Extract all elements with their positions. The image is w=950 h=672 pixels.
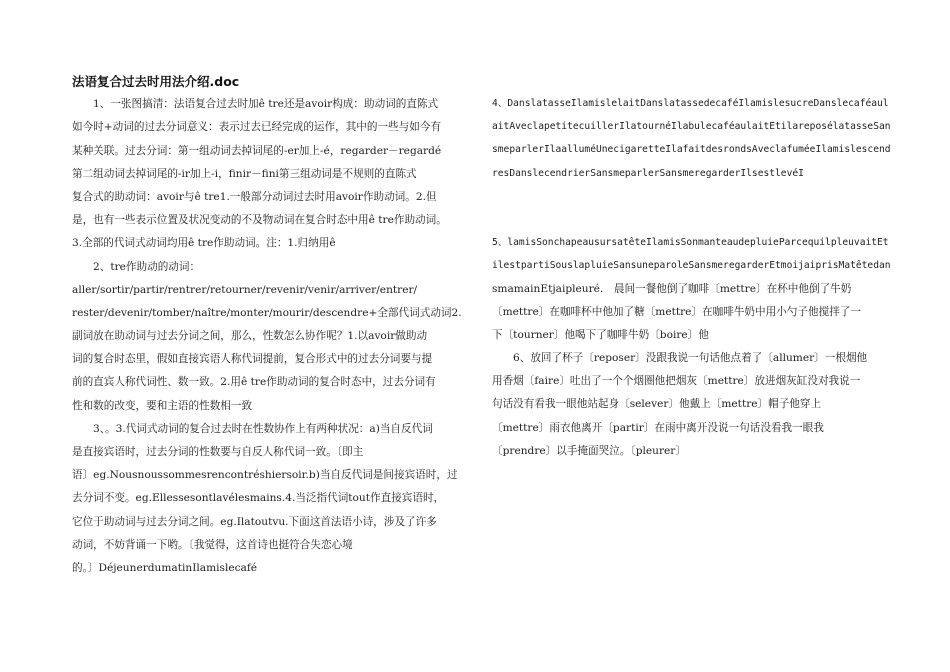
translation-line: 下〔tourner〕他喝下了咖啡牛奶〔boire〕他 (492, 328, 709, 341)
poem-line: 5、lamisSonchapeausursatêteIlamisSonmanteaudepluieParcequilpleuvaitEt (492, 237, 889, 249)
paragraph-line: 第二组动词去掉词尾的-ir加上-i，finir－fini第三组动词是不规则的直陈式 (72, 167, 417, 180)
translation-line: 6、放回了杯子〔reposer〕没跟我说一句话他点着了〔allumer〕一根烟他 (513, 352, 868, 365)
paragraph-line: 3.全部的代词式动词均用ê tre作助动词。注：1.归纳用ê (72, 237, 336, 250)
paragraph-line: 的。〕DéjeunerdumatinIlamislecafé (72, 561, 258, 574)
left-column (72, 70, 462, 580)
verb-list-line: rester/devenir/tomber/naître/monter/mourir/descendre+全部代词式动词2. (72, 306, 462, 319)
paragraph-line: 是直接宾语时，过去分词的性数要与自反人称代词一致。〔即主 (72, 446, 364, 458)
paragraph-line: 是，也有一些表示位置及状况变动的不及物动词在复合时态中用ê tre作助动词。 (72, 214, 447, 227)
paragraph-line: 词的复合时态里，假如直接宾语人称代词提前，复合形式中的过去分词要与提 (72, 353, 433, 366)
translation-line: 用香烟〔faire〕吐出了一个个烟圈他把烟灰〔mettre〕放进烟灰缸没对我说一 (492, 375, 861, 388)
translation-line: 〔mettre〕在咖啡杯中他加了糖〔mettre〕在咖啡牛奶中用小勺子他搅拌了一 (492, 305, 861, 318)
paragraph-line: 性和数的改变，要和主语的性数相一致 (72, 399, 253, 412)
paragraph-line: 动词，不妨背诵一下哟。〔我觉得，这首诗也挺符合失恋心境 (72, 538, 353, 551)
paragraph-gap (492, 185, 882, 231)
paragraph-line: 2、tre作助动的动词： (93, 260, 201, 273)
paragraph-line: 如今时+动词的过去分词意义：表示过去已经完成的运作，其中的一些与如今有 (72, 121, 442, 134)
paragraph-line: 1、一张图搞清：法语复合过去时加ê tre还是avoir构成：助动词的直陈式 (93, 98, 439, 111)
poem-line: smamainEtjaipleuré. 晨间一餐他倒了咖啡〔mettre〕在杯中他倒了牛奶 (492, 282, 852, 295)
translation-line: 〔mettre〕雨衣他离开〔partir〕在雨中离开没说一句话没看我一眼我 (492, 421, 824, 434)
paragraph-line: 语〕eg.Nousnoussommesrencontréshiersoir.b)当自反代词是间接宾语时，过 (72, 469, 458, 482)
paragraph-line: 副词放在助动词与过去分词之间，那么，性数怎么协作呢？1.以avoir做助动 (72, 330, 428, 343)
poem-line: smeparlerIlaalluméUnecigaretteIlafaitdesrondsAveclafuméeIlamislescend (492, 144, 891, 156)
paragraph-line: 前的直宾人称代词性、数一致。2.用ê tre作助动词的复合时态中，过去分词有 (72, 376, 436, 389)
poem-line: resDanslecendrierSansmeparlerSansmeregarderIlsestlevéI (492, 167, 804, 179)
paragraph-line: 某种关联。过去分词：第一组动词去掉词尾的-er加上-é，regarder－regardé (72, 144, 442, 157)
poem-line: ilestpartiSouslapluieSansuneparoleSansmeregarderEtmoijaiprisMatêtedan (492, 260, 891, 272)
paragraph-line: 去分词不变。eg.Ellessesontlavélesmains.4.当泛指代词tout作直接宾语时， (72, 492, 445, 505)
poem-line: 4、DanslatasseIlamislelaitDanslatassedecaféIlamislesucreDanslecaféaul (492, 98, 889, 109)
right-column (492, 92, 891, 463)
document-title: 法语复合过去时用法介绍.doc (72, 74, 240, 89)
translation-line: 〔prendre〕以手掩面哭泣。〔pleurer〕 (492, 444, 686, 457)
poem-line: aitAveclapetitecuillerIlatournéIlabulecaféaulaitEtilareposélatasseSan (492, 121, 891, 133)
paragraph-line: 它位于助动词与过去分词之间。eg.Ilatoutvu.下面这首法语小诗，涉及了许多 (72, 515, 437, 528)
verb-list-line: aller/sortir/partir/rentrer/retourner/revenir/venir/arriver/entrer/ (72, 283, 418, 296)
paragraph-line: 复合式的助动词：avoir与ê tre1.一般部分动词过去时用avoir作助动词。2.但 (72, 190, 437, 203)
paragraph-line: 3、。3.代词式动词的复合过去时在性数协作上有两种状况：a)当自反代词 (93, 422, 433, 435)
translation-line: 句话没有看我一眼他站起身〔selever〕他戴上〔mettre〕帽子他穿上 (492, 398, 822, 411)
